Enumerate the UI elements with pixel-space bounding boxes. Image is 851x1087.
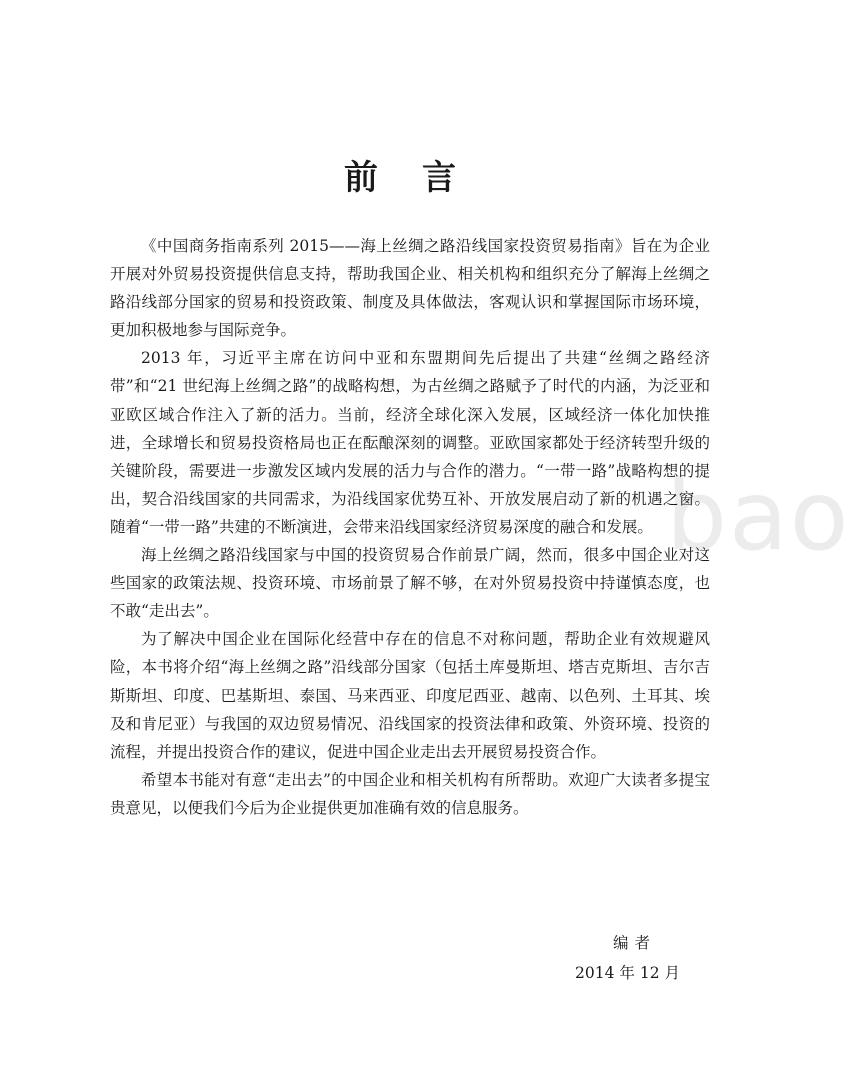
signature-block (575, 928, 680, 988)
signature-author: 编者 (612, 934, 656, 952)
preface-body (110, 232, 710, 822)
page-title: 前言 (344, 157, 500, 198)
watermark-text: bao (666, 460, 851, 572)
paragraph-3: 海上丝绸之路沿线国家与中国的投资贸易合作前景广阔，然而，很多中国企业对这些国家的政策法规、投资环境、市场前景了解不够，在对外贸易投资中持谨慎态度，也不敢“走出去”。 (110, 546, 710, 621)
signature-date: 2014 年 12 月 (575, 964, 680, 982)
paragraph-5: 希望本书能对有意“走出去”的中国企业和相关机构有所帮助。欢迎广大读者多提宝贵意见，以便我们今后为企业提供更加准确有效的信息服务。 (110, 770, 710, 817)
paragraph-1: 《中国商务指南系列 2015——海上丝绸之路沿线国家投资贸易指南》旨在为企业开展对外贸易投资提供信息支持，帮助我国企业、相关机构和组织充分了解海上丝绸之路沿线部分国家的贸易和投资政策、制度及具体做法，客观认识和掌握国际市场环境，更加积极地参与国际竞争。 (110, 237, 710, 340)
paragraph-2: 2013 年，习近平主席在访问中亚和东盟期间先后提出了共建“丝绸之路经济带”和“21 世纪海上丝绸之路”的战略构想，为古丝绸之路赋予了时代的内涵，为泛亚和亚欧区域合作注入了新的活力。当前，经济全球化深入发展，区域经济一体化加快推进，全球增长和贸易投资格局也正在酝酿深刻的调整。亚欧国家都处于经济转型升级的关键阶段，需要进一步激发区域内发展的活力与合作的潜力。“一带一路”战略构想的提出，契合沿线国家的共同需求，为沿线国家优势互补、开放发展启动了新的机遇之窗。随着“一带一路”共建的不断演进，会带来沿线国家经济贸易深度的融合和发展。 (110, 349, 710, 536)
paragraph-4: 为了解决中国企业在国际化经营中存在的信息不对称问题，帮助企业有效规避风险，本书将介绍“海上丝绸之路”沿线部分国家（包括土库曼斯坦、塔吉克斯坦、吉尔吉斯斯坦、印度、巴基斯坦、泰国、马来西亚、印度尼西亚、越南、以色列、土耳其、埃及和肯尼亚）与我国的双边贸易情况、沿线国家的投资法律和政策、外资环境、投资的流程，并提出投资合作的建议，促进中国企业走出去开展贸易投资合作。 (110, 630, 710, 761)
